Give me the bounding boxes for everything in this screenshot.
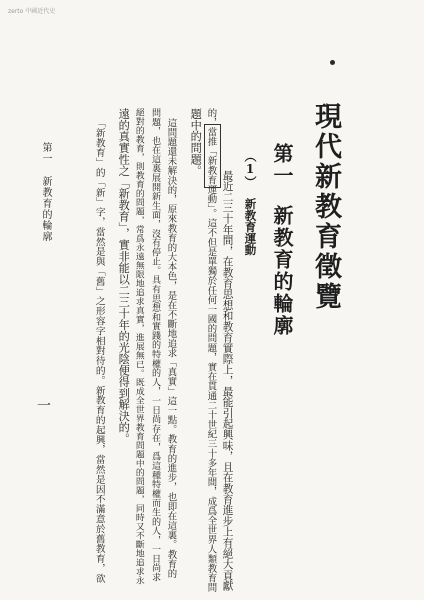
paragraph-2-line-2: 問題，也在這裏展開新生面，沒有停止。具有思想和實踐的特權的人，一日尚存在，爲這種特權而生的人，一日尚求 [150, 108, 161, 582]
seal-mark [330, 60, 335, 65]
book-title: 現代新教育徵覽 [310, 102, 341, 312]
page-number: 一 [35, 398, 51, 412]
section-number: （1） [243, 150, 257, 188]
scan-stamp: zerto 中國近代史 [8, 8, 56, 15]
footer-chapter: 第一 新教育的輪廓 [40, 142, 51, 242]
paragraph-1-line-3: 題中的問題。 [189, 108, 203, 177]
paragraph-3-line-1: 「新教育」的「新」字，當然是與「舊」之形容字相對待的。新教育的起興，當然是因不滿意於舊教育，欲 [93, 118, 105, 584]
paragraph-2-line-3: 絕對的教育，則教育的問題，常爲永遠無限地追求真實，進展無已。既成全世界教育問題中的問題，同時又不斷地追求永 [133, 108, 144, 585]
paragraph-2-line-1: 這問題還未解決的，原來教育的大本色，是在不斷地追求「真實」這一點。教育的進步，也即在這裏。教育的 [165, 118, 177, 579]
paragraph-1-line-2: 的，當推「新教育運動」。這不但是單獨於任何一國的問題，實在貫通二十世紀三十多年間，成爲全世界人類教育問 [205, 108, 217, 593]
chapter-label: 第一 [270, 143, 294, 187]
paragraph-2-line-4: 遠的真實性之「新教育」，實非能以二三十年的光陰便得到解決的。 [117, 108, 131, 445]
paragraph-1-line-1: 最近二三十年間，在教育思想和教育實際上，最能引起興味，且在教育進步上有絕大貢獻 [221, 170, 234, 592]
chapter-name: 新教育的輪廓 [270, 205, 294, 337]
section-title: 新教育運動 [243, 198, 258, 256]
